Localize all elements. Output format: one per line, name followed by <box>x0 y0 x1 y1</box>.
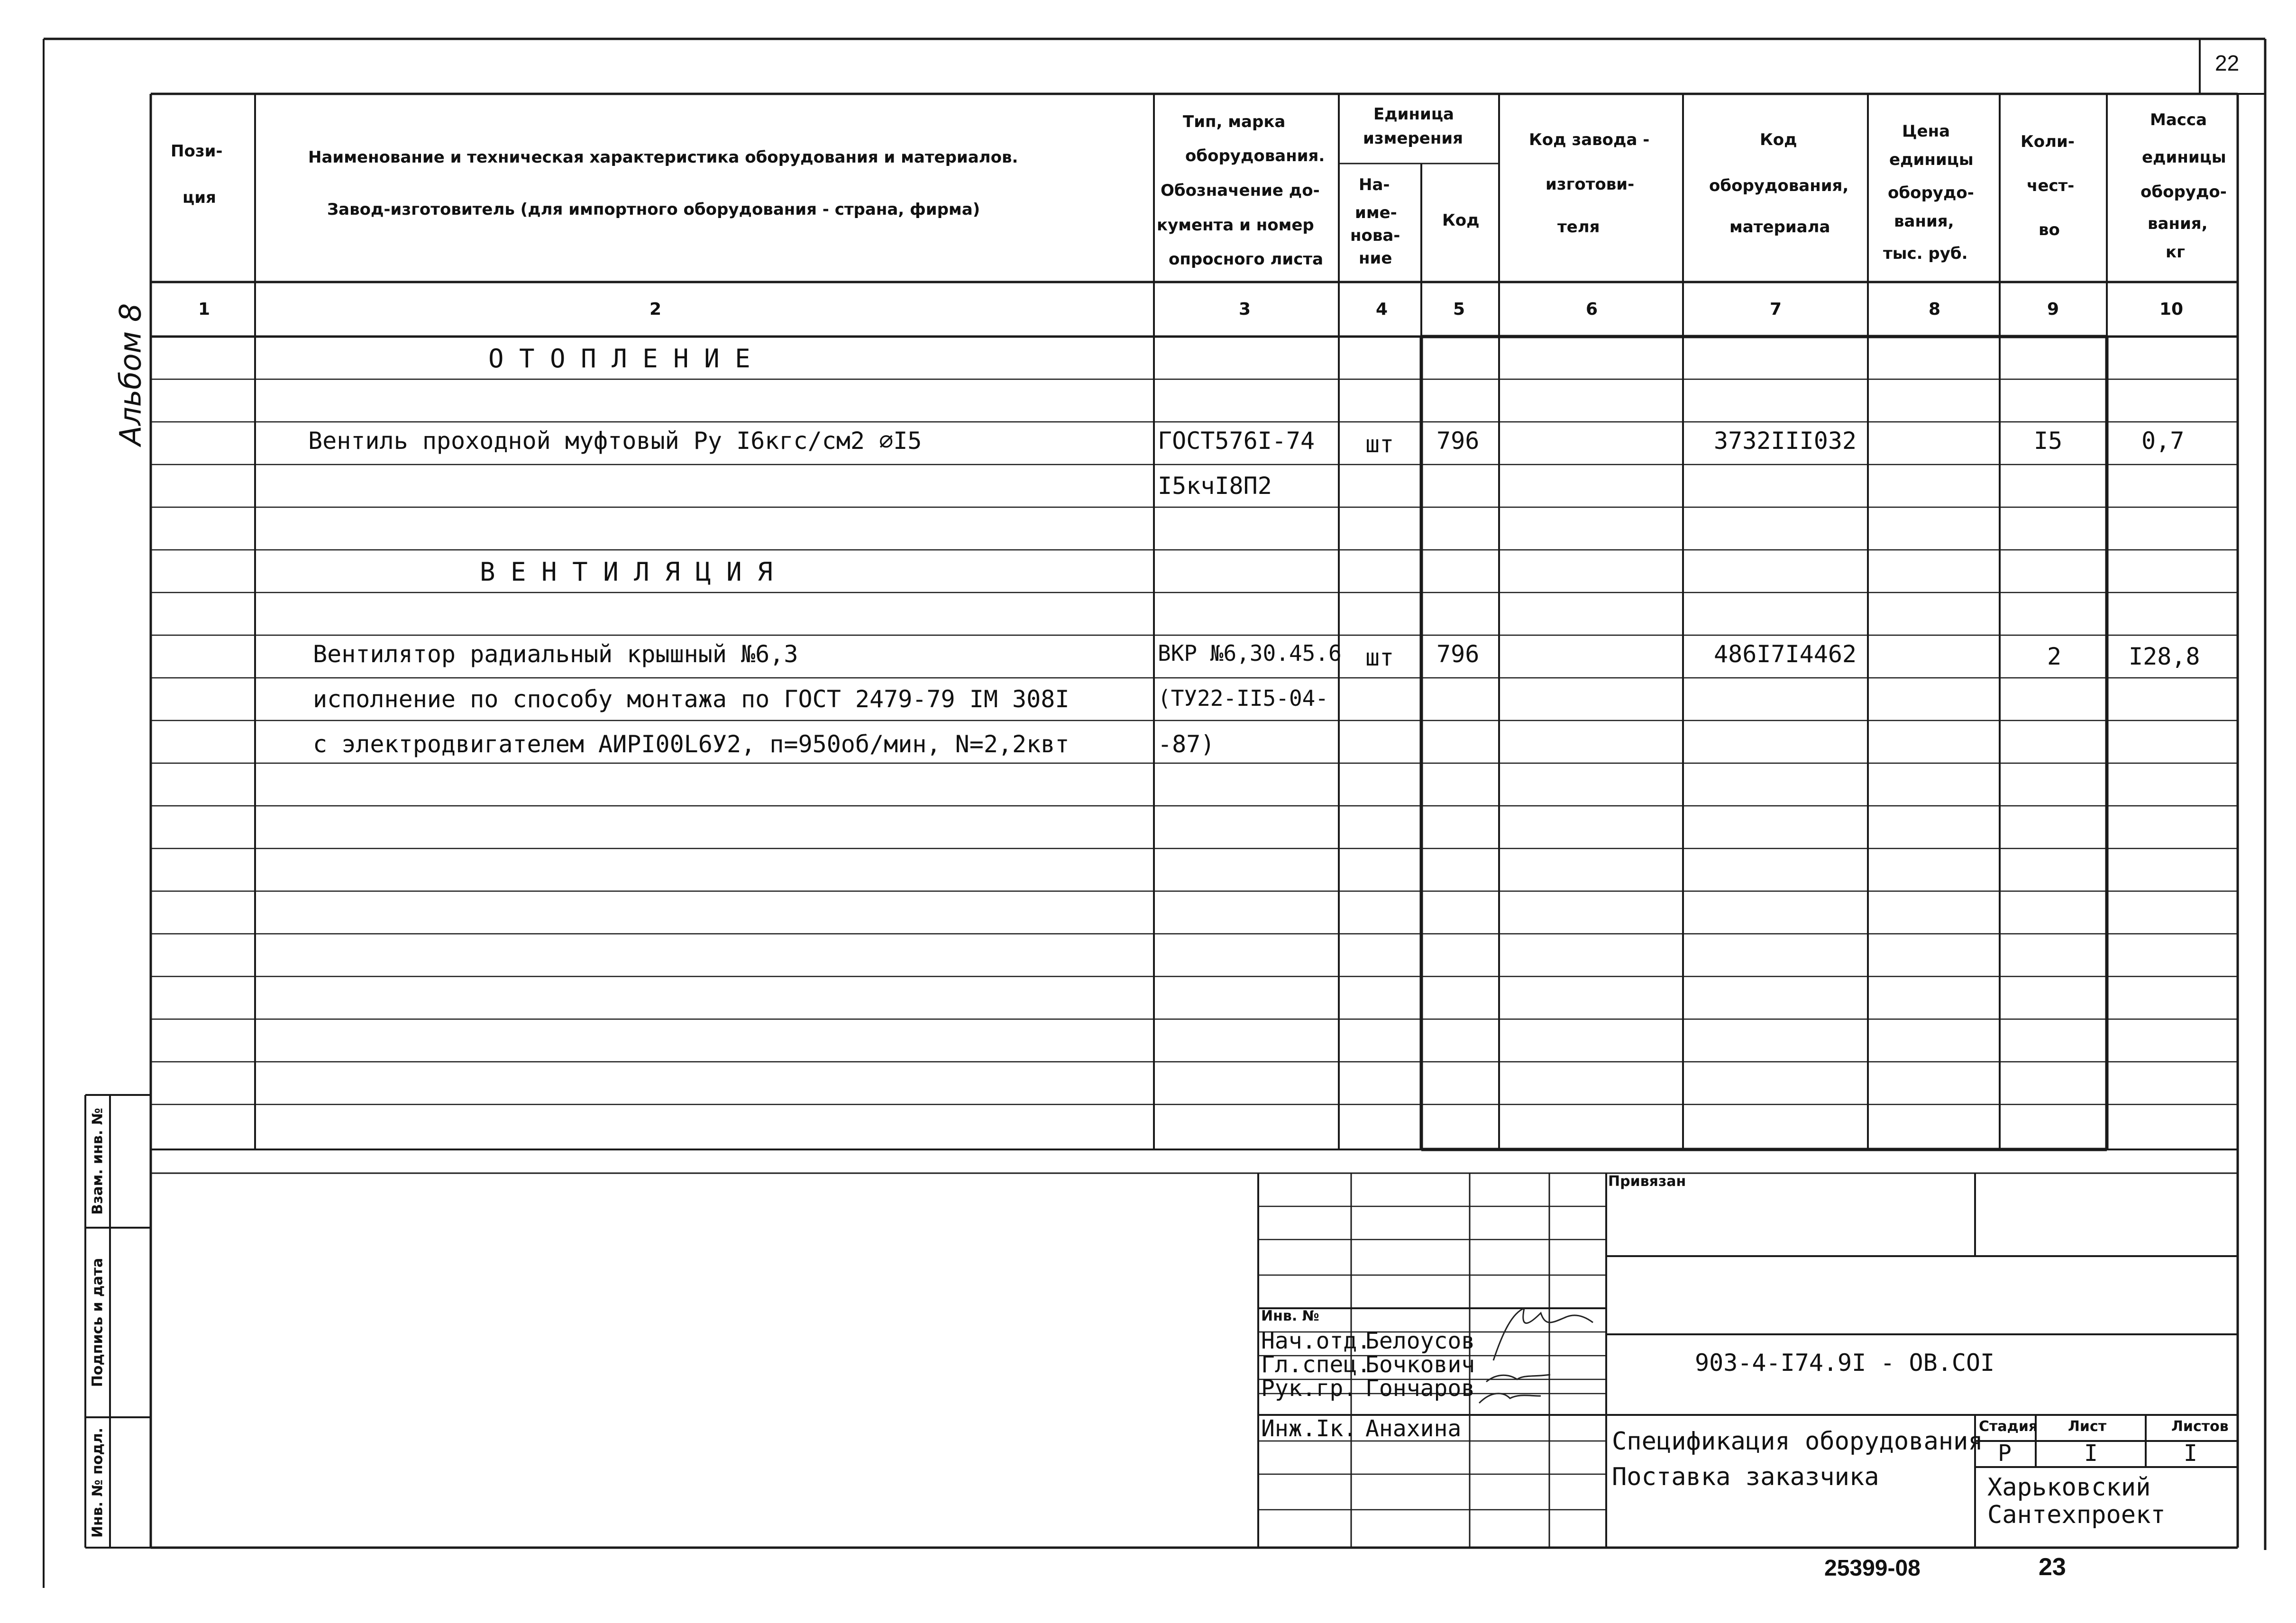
header-unit-name-l1: На- <box>1359 175 1390 194</box>
header-qty-l2: чест- <box>2027 176 2075 195</box>
inv-label: Инв. № <box>1261 1308 1319 1324</box>
section-ventilation: В Е Н Т И Л Я Ц И Я <box>480 557 773 587</box>
header-mass-l1: Масса <box>2150 110 2207 129</box>
staff-role-4: Инж.Iк. <box>1261 1415 1357 1442</box>
album-label: Альбом 8 <box>113 303 148 446</box>
header-name-line1: Наименование и техническая характеристика оборудования и материалов. <box>308 148 1018 167</box>
header-unit-code: Код <box>1442 211 1480 230</box>
colnum-8: 8 <box>1929 300 1941 319</box>
archive-number: 25399-08 <box>1824 1556 1921 1581</box>
fan-name-line2: исполнение по способу монтажа по ГОСТ 2479-79 IM 308I <box>313 685 1070 713</box>
header-unit-line1: Единица <box>1373 105 1454 124</box>
valve-type: ГОСТ576I-74 <box>1158 427 1315 455</box>
header-type-line3: Обозначение до- <box>1161 181 1320 200</box>
document-title-line2: Поставка заказчика <box>1612 1463 1879 1491</box>
colnum-5: 5 <box>1453 300 1465 319</box>
staff-role-2: Гл.спец. <box>1261 1351 1371 1378</box>
staff-role-3: Рук.гр. <box>1261 1375 1357 1402</box>
sheets-label: Листов <box>2171 1418 2229 1435</box>
valve-unit-code: 796 <box>1436 427 1480 455</box>
header-equip-code-l1: Код <box>1760 130 1797 149</box>
header-maker-code-l3: теля <box>1557 218 1600 237</box>
header-mass-l5: кг <box>2166 243 2185 262</box>
header-position-line1: Пози- <box>171 142 223 161</box>
side-label-vzam-inv: Взам. инв. № <box>89 1108 106 1215</box>
header-unit-name-l4: ние <box>1359 249 1392 268</box>
header-position-line2: ция <box>183 188 216 207</box>
header-unit-name-l3: нова- <box>1350 226 1400 245</box>
header-type-line5: опросного листа <box>1169 250 1324 269</box>
stage-value: Р <box>1998 1440 2012 1467</box>
fan-qty: 2 <box>2047 643 2062 670</box>
document-code: 903-4-I74.9I - ОВ.СОI <box>1695 1349 1995 1377</box>
valve-name: Вентиль проходной муфтовый Ру I6кгс/см2 ⌀I5 <box>308 427 922 455</box>
fan-unit-code: 796 <box>1436 640 1480 668</box>
colnum-9: 9 <box>2047 300 2059 319</box>
sheet-label: Лист <box>2068 1418 2107 1435</box>
header-type-line4: кумента и номер <box>1157 216 1314 235</box>
signature-goncharov <box>1479 1394 1541 1403</box>
sheets-value: I <box>2184 1440 2197 1467</box>
bound-label: Привязан <box>1608 1173 1686 1190</box>
header-unit-name-l2: име- <box>1355 203 1397 222</box>
header-qty-l3: во <box>2039 220 2060 239</box>
header-price-l2: единицы <box>1889 150 1974 169</box>
header-maker-code-l2: изготови- <box>1546 175 1635 194</box>
fan-unit: шт <box>1365 644 1394 671</box>
fan-name-line1: Вентилятор радиальный крышный №6,3 <box>313 640 798 668</box>
colnum-7: 7 <box>1770 300 1782 319</box>
colnum-6: 6 <box>1586 300 1598 319</box>
colnum-2: 2 <box>649 300 662 319</box>
page-number: 22 <box>2215 51 2240 75</box>
header-price-l1: Цена <box>1902 122 1950 141</box>
header-maker-code-l1: Код завода - <box>1529 130 1650 149</box>
staff-name-3: Гончаров <box>1365 1375 1475 1402</box>
valve-qty: I5 <box>2034 427 2063 455</box>
header-unit-line2: измерения <box>1363 129 1463 148</box>
colnum-4: 4 <box>1376 300 1388 319</box>
fan-type-line3: -87) <box>1158 730 1215 758</box>
fan-type-line1: ВКР №6,30.45.6 <box>1158 640 1342 666</box>
colnum-1: 1 <box>198 300 210 319</box>
staff-name-1: Белоусов <box>1365 1328 1475 1354</box>
header-type-line2: оборудования. <box>1185 146 1325 165</box>
header-qty-l1: Коли- <box>2021 132 2075 151</box>
valve-mass: 0,7 <box>2141 427 2185 455</box>
header-equip-code-l2: оборудования, <box>1709 176 1849 195</box>
colnum-3: 3 <box>1239 300 1251 319</box>
valve-unit: шт <box>1365 430 1394 458</box>
staff-name-4: Анахина <box>1365 1415 1462 1442</box>
header-price-l4: вания, <box>1894 212 1954 231</box>
valve-type2: I5кчI8П2 <box>1158 472 1272 500</box>
fan-type-line2: (ТУ22-II5-04- <box>1158 685 1329 711</box>
footer-page-number: 23 <box>2039 1553 2066 1581</box>
organization-line2: Сантехпроект <box>1987 1501 2166 1529</box>
header-type-line1: Тип, марка <box>1183 112 1286 131</box>
signature-belousov <box>1493 1308 1593 1360</box>
header-mass-l3: оборудо- <box>2140 182 2227 201</box>
fan-code: 486I7I4462 <box>1714 640 1857 668</box>
colnum-10: 10 <box>2159 300 2184 319</box>
fan-mass: I28,8 <box>2129 643 2200 670</box>
stage-label: Стадия <box>1979 1418 2038 1435</box>
header-mass-l4: вания, <box>2148 214 2208 233</box>
staff-name-2: Бочкович <box>1365 1351 1475 1378</box>
document-title-line1: Спецификация оборудования <box>1612 1427 1983 1456</box>
signature-bochkovich <box>1486 1375 1550 1382</box>
side-label-inv-podl: Инв. № подл. <box>89 1427 106 1538</box>
valve-code: 3732III032 <box>1714 427 1857 455</box>
header-equip-code-l3: материала <box>1729 218 1830 237</box>
header-price-l5: тыс. руб. <box>1883 244 1968 263</box>
section-heating: О Т О П Л Е Н И Е <box>488 344 750 374</box>
header-mass-l2: единицы <box>2142 148 2226 167</box>
header-price-l3: оборудо- <box>1888 183 1974 202</box>
side-label-podpis-data: Подпись и дата <box>89 1258 106 1387</box>
sheet-value: I <box>2084 1440 2098 1467</box>
fan-name-line3: с электродвигателем АИРI00L6У2, п=950об/мин, N=2,2квт <box>313 730 1070 758</box>
organization-line1: Харьковский <box>1987 1473 2151 1502</box>
header-name-line2: Завод-изготовитель (для импортного оборудования - страна, фирма) <box>327 200 980 219</box>
staff-role-1: Нач.отд. <box>1261 1328 1371 1354</box>
